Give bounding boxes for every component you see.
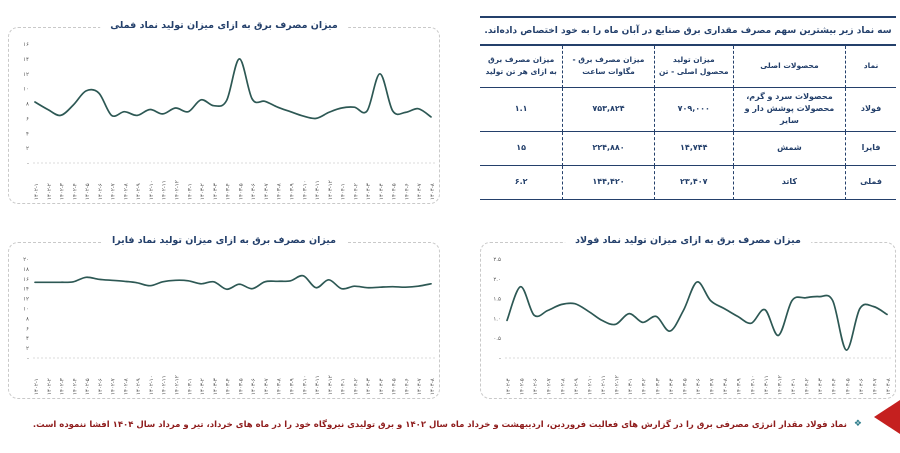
svg-text:۱۴۰۲-۱۱: ۱۴۰۲-۱۱ — [161, 180, 168, 200]
consumption-table-card — [480, 16, 896, 200]
consumption-table — [480, 46, 896, 200]
svg-text:۱۴۰۲-۵: ۱۴۰۲-۵ — [85, 378, 92, 395]
svg-text:۱۴۰۳-۵: ۱۴۰۳-۵ — [682, 378, 689, 395]
svg-text:۱۴۰۳-۸: ۱۴۰۳-۸ — [723, 378, 730, 395]
svg-text:۱۴۰۳-۷: ۱۴۰۳-۷ — [709, 378, 716, 395]
chart-title-faira: میزان مصرف برق به ازای میزان تولید نماد فایرا — [102, 235, 346, 246]
cell-foolad-products: محصولات سرد و گرم، محصولات پوشش دار و سایر — [734, 88, 846, 132]
svg-text:۱۴۰۲-۸: ۱۴۰۲-۸ — [560, 378, 567, 395]
corner-ribbon-icon — [870, 399, 900, 437]
svg-text:۱۴۰۳-۶: ۱۴۰۳-۶ — [251, 378, 258, 395]
svg-text:۱۴۰۲-۲: ۱۴۰۲-۲ — [46, 378, 53, 395]
svg-text:۱۴۰۳-۱۱: ۱۴۰۳-۱۱ — [763, 375, 770, 395]
svg-text:۱۶: ۱۶ — [23, 42, 29, 48]
cell-faira-consumption: ۲۲۴,۸۸۰ — [563, 132, 655, 166]
svg-text:۱۴۰۳-۶: ۱۴۰۳-۶ — [251, 183, 258, 200]
svg-text:۱۴۰۲-۵: ۱۴۰۲-۵ — [519, 378, 526, 395]
chart-title-femeli: میزان مصرف برق به ازای میزان تولید نماد فملی — [100, 20, 348, 31]
svg-text:۱۴۰۳-۸: ۱۴۰۳-۸ — [276, 378, 283, 395]
svg-text:-: - — [499, 356, 501, 362]
svg-text:۱۴۰۲-۳: ۱۴۰۲-۳ — [59, 183, 66, 200]
svg-text:۱۴: ۱۴ — [23, 286, 29, 293]
cell-faira-production: ۱۴,۷۴۴ — [655, 132, 734, 166]
svg-text:۱۸: ۱۸ — [23, 266, 29, 273]
svg-text:۱۴۰۳-۱۰: ۱۴۰۳-۱۰ — [302, 180, 309, 200]
svg-text:۱۴۰۴-۶: ۱۴۰۴-۶ — [404, 378, 411, 395]
column-header-symbol: نماد — [846, 46, 896, 88]
svg-text:۱۴۰۴-۶: ۱۴۰۴-۶ — [404, 183, 411, 200]
cell-foolad-consumption: ۷۵۳,۸۲۴ — [563, 88, 655, 132]
svg-text:۱۴۰۲-۶: ۱۴۰۲-۶ — [97, 183, 104, 200]
svg-text:۱۴۰۲-۱: ۱۴۰۲-۱ — [34, 183, 40, 200]
svg-text:۱۴۰۲-۶: ۱۴۰۲-۶ — [533, 378, 540, 395]
svg-text:۱۴۰۳-۹: ۱۴۰۳-۹ — [289, 183, 296, 200]
svg-text:۱۴۰۲-۱۰: ۱۴۰۲-۱۰ — [587, 375, 594, 395]
svg-text:۱۴۰۴-۴: ۱۴۰۴-۴ — [378, 183, 385, 200]
svg-text:۱۴۰۳-۲: ۱۴۰۳-۲ — [200, 378, 207, 395]
cell-femeli-consumption: ۱۴۴,۴۲۰ — [563, 166, 655, 200]
svg-text:۶: ۶ — [26, 116, 29, 123]
svg-text:۱۴۰۳-۷: ۱۴۰۳-۷ — [263, 378, 270, 395]
chart-panel-femeli — [8, 20, 440, 204]
svg-text:۲: ۲ — [26, 346, 29, 353]
cell-faira-per-ton: ۱۵ — [480, 132, 563, 166]
svg-text:۱۴۰۴-۸: ۱۴۰۴-۸ — [430, 183, 436, 200]
svg-text:۱۴۰۳-۱: ۱۴۰۳-۱ — [187, 183, 194, 200]
svg-text:۱۴۰۴-۵: ۱۴۰۴-۵ — [391, 183, 398, 200]
svg-text:۱۴۰۳-۱۰: ۱۴۰۳-۱۰ — [302, 375, 309, 395]
svg-text:۱۴۰۲-۸: ۱۴۰۲-۸ — [123, 378, 130, 395]
svg-text:۱۴۰۴-۴: ۱۴۰۴-۴ — [831, 378, 838, 395]
svg-text:۱۴۰۳-۱: ۱۴۰۳-۱ — [628, 378, 635, 395]
svg-text:۱۴۰۲-۴: ۱۴۰۲-۴ — [72, 378, 79, 395]
cell-foolad-symbol: فولاد — [846, 88, 896, 132]
svg-text:۱۴۰۴-۲: ۱۴۰۴-۲ — [353, 378, 360, 395]
svg-text:۱۴۰۲-۱۱: ۱۴۰۲-۱۱ — [601, 375, 607, 395]
svg-text:۱۴۰۴-۳: ۱۴۰۴-۳ — [366, 183, 373, 200]
svg-text:۱۴۰۳-۵: ۱۴۰۳-۵ — [238, 183, 245, 200]
svg-text:-: - — [27, 356, 29, 362]
cell-faira-symbol: فایرا — [846, 132, 896, 166]
svg-text:۱۴۰۲-۲: ۱۴۰۲-۲ — [46, 183, 53, 200]
chart-title-foolad: میزان مصرف برق به ازای میزان تولید نماد فولاد — [565, 235, 811, 246]
foolad-line-chart — [481, 243, 895, 398]
faira-line-chart — [9, 243, 439, 398]
svg-text:۱۴۰۳-۴: ۱۴۰۳-۴ — [225, 183, 232, 200]
svg-text:۱۴۰۴-۱: ۱۴۰۴-۱ — [340, 183, 347, 200]
svg-text:۱۴۰۳-۶: ۱۴۰۳-۶ — [696, 378, 702, 395]
svg-text:۱۴۰۲-۱: ۱۴۰۲-۱ — [34, 378, 40, 395]
svg-text:۱۴۰۲-۱۰: ۱۴۰۲-۱۰ — [148, 180, 155, 200]
svg-text:۱۴۰۲-۷: ۱۴۰۲-۷ — [110, 183, 117, 200]
svg-text:۱۴۰۴-۱: ۱۴۰۴-۱ — [340, 378, 347, 395]
svg-text:۱۴۰۳-۳: ۱۴۰۳-۳ — [655, 378, 662, 395]
svg-text:۱۴۰۲-۷: ۱۴۰۲-۷ — [546, 378, 553, 395]
svg-text:۱۲: ۱۲ — [23, 71, 29, 78]
svg-text:۱۴۰۳-۱: ۱۴۰۳-۱ — [187, 378, 194, 395]
svg-text:۱۴۰۳-۱۲: ۱۴۰۳-۱۲ — [777, 375, 784, 395]
svg-text:۱۴۰۴-۲: ۱۴۰۴-۲ — [353, 183, 360, 200]
svg-text:۸: ۸ — [26, 316, 29, 323]
svg-text:۱۴۰۲-۳: ۱۴۰۲-۳ — [59, 378, 66, 395]
svg-text:۲.۰: ۲.۰ — [493, 276, 501, 283]
svg-text:۲.۵: ۲.۵ — [493, 257, 501, 263]
svg-text:۱۴۰۳-۹: ۱۴۰۳-۹ — [736, 378, 743, 395]
column-header-production: میزان تولید محصول اصلی - تن — [655, 46, 734, 88]
svg-text:۲: ۲ — [26, 146, 29, 153]
svg-text:۴: ۴ — [26, 131, 29, 138]
svg-text:۲۰: ۲۰ — [23, 257, 29, 263]
svg-text:۱۴۰۳-۷: ۱۴۰۳-۷ — [263, 183, 270, 200]
svg-text:۱۴۰۳-۵: ۱۴۰۳-۵ — [238, 378, 245, 395]
cell-femeli-production: ۲۳,۴۰۷ — [655, 166, 734, 200]
svg-text:۱۴۰۲-۹: ۱۴۰۲-۹ — [136, 378, 143, 395]
svg-text:۱۴۰۴-۵: ۱۴۰۴-۵ — [845, 378, 852, 395]
chart-panel-faira — [8, 235, 440, 399]
svg-text:۱۴۰۳-۴: ۱۴۰۳-۴ — [225, 378, 232, 395]
svg-text:۱۴۰۲-۷: ۱۴۰۲-۷ — [110, 378, 117, 395]
svg-text:۱۴۰۴-۵: ۱۴۰۴-۵ — [391, 378, 398, 395]
svg-text:۸: ۸ — [26, 101, 29, 108]
svg-text:۱۴۰۴-۴: ۱۴۰۴-۴ — [378, 378, 385, 395]
svg-text:۱۴۰۲-۱۰: ۱۴۰۲-۱۰ — [148, 375, 155, 395]
column-header-consumption: میزان مصرف برق - مگاوات ساعت — [563, 46, 655, 88]
svg-text:۱۴۰۴-۷: ۱۴۰۴-۷ — [872, 378, 879, 395]
svg-text:۱۴۰۲-۱۲: ۱۴۰۲-۱۲ — [174, 375, 181, 395]
svg-text:۱۰: ۱۰ — [23, 306, 29, 313]
svg-text:۱۴۰۴-۷: ۱۴۰۴-۷ — [417, 183, 424, 200]
svg-text:۱۴۰۳-۹: ۱۴۰۳-۹ — [289, 378, 296, 395]
cell-femeli-per-ton: ۶.۲ — [480, 166, 563, 200]
svg-text:۶: ۶ — [26, 326, 29, 333]
svg-text:۱۴: ۱۴ — [23, 56, 29, 63]
svg-text:۱۴۰۴-۳: ۱۴۰۴-۳ — [818, 378, 825, 395]
footnote-row — [8, 419, 862, 432]
cell-faira-products: شمش — [734, 132, 846, 166]
svg-text:۱۴۰۲-۸: ۱۴۰۲-۸ — [123, 183, 130, 200]
column-header-products: محصولات اصلی — [734, 46, 846, 88]
svg-text:۱۴۰۴-۶: ۱۴۰۴-۶ — [858, 378, 865, 395]
svg-text:۱۶: ۱۶ — [23, 276, 29, 283]
svg-text:۱۴۰۳-۳: ۱۴۰۳-۳ — [212, 378, 219, 395]
svg-text:۱۰: ۱۰ — [23, 86, 29, 93]
svg-text:۱۴۰۳-۱۲: ۱۴۰۳-۱۲ — [327, 180, 334, 200]
svg-text:۱۴۰۳-۳: ۱۴۰۳-۳ — [212, 183, 219, 200]
cell-femeli-symbol: فملی — [846, 166, 896, 200]
svg-text:۱۴۰۲-۶: ۱۴۰۲-۶ — [97, 378, 104, 395]
svg-text:۱۴۰۴-۱: ۱۴۰۴-۱ — [791, 378, 797, 395]
cell-foolad-per-ton: ۱.۱ — [480, 88, 563, 132]
svg-text:۱.۵: ۱.۵ — [493, 296, 501, 303]
svg-text:۰.۵: ۰.۵ — [493, 336, 501, 343]
svg-text:۱۴۰۲-۴: ۱۴۰۲-۴ — [506, 378, 512, 395]
svg-text:۱۴۰۳-۴: ۱۴۰۳-۴ — [668, 378, 675, 395]
svg-text:۱۴۰۲-۹: ۱۴۰۲-۹ — [573, 378, 580, 395]
svg-text:۱۴۰۲-۴: ۱۴۰۲-۴ — [72, 183, 79, 200]
svg-text:۱۴۰۳-۲: ۱۴۰۳-۲ — [200, 183, 207, 200]
svg-text:۴: ۴ — [26, 336, 29, 343]
chart-panel-foolad — [480, 235, 896, 399]
svg-text:-: - — [27, 161, 29, 167]
svg-text:۱۴۰۴-۲: ۱۴۰۴-۲ — [804, 378, 811, 395]
svg-text:۱۴۰۴-۸: ۱۴۰۴-۸ — [886, 378, 892, 395]
svg-text:۱۴۰۳-۲: ۱۴۰۳-۲ — [641, 378, 648, 395]
svg-text:۱.۰: ۱.۰ — [493, 316, 501, 323]
table-title: سه نماد زیر بیشترین سهم مصرف مقداری برق صنایع در آبان ماه را به خود اختصاص داده‌اند. — [480, 18, 896, 46]
footnote-text: نماد فولاد مقدار انرژی مصرفی برق را در گزارش های فعالیت فروردین، اردیبهشت و خرداد ماه سال ۱۴۰۲ و برق تولیدی نیروگاه خود را در ماه های خرداد، تیر و مرداد سال ۱۴۰۴ افشا ننموده است. — [32, 420, 847, 430]
svg-text:۱۲: ۱۲ — [23, 296, 29, 303]
svg-text:۱۴۰۳-۱۰: ۱۴۰۳-۱۰ — [750, 375, 757, 395]
column-header-per-ton: میزان مصرف برق به ازای هر تن تولید — [480, 46, 563, 88]
svg-text:۱۴۰۳-۱۲: ۱۴۰۳-۱۲ — [327, 375, 334, 395]
svg-text:۱۴۰۳-۱۱: ۱۴۰۳-۱۱ — [315, 375, 322, 395]
svg-text:۱۴۰۲-۱۱: ۱۴۰۲-۱۱ — [161, 375, 168, 395]
diamond-bullet-icon: ❖ — [853, 419, 862, 429]
svg-text:۱۴۰۲-۱۲: ۱۴۰۲-۱۲ — [614, 375, 621, 395]
svg-text:۱۴۰۳-۸: ۱۴۰۳-۸ — [276, 183, 283, 200]
svg-text:۱۴۰۲-۵: ۱۴۰۲-۵ — [85, 183, 92, 200]
svg-text:۱۴۰۴-۳: ۱۴۰۴-۳ — [366, 378, 373, 395]
svg-text:۱۴۰۲-۱۲: ۱۴۰۲-۱۲ — [174, 180, 181, 200]
femeli-line-chart — [9, 28, 439, 203]
cell-femeli-products: کاتد — [734, 166, 846, 200]
svg-text:۱۴۰۴-۷: ۱۴۰۴-۷ — [417, 378, 424, 395]
cell-foolad-production: ۷۰۹,۰۰۰ — [655, 88, 734, 132]
svg-text:۱۴۰۲-۹: ۱۴۰۲-۹ — [136, 183, 143, 200]
svg-text:۱۴۰۴-۸: ۱۴۰۴-۸ — [430, 378, 436, 395]
svg-text:۱۴۰۳-۱۱: ۱۴۰۳-۱۱ — [315, 180, 322, 200]
